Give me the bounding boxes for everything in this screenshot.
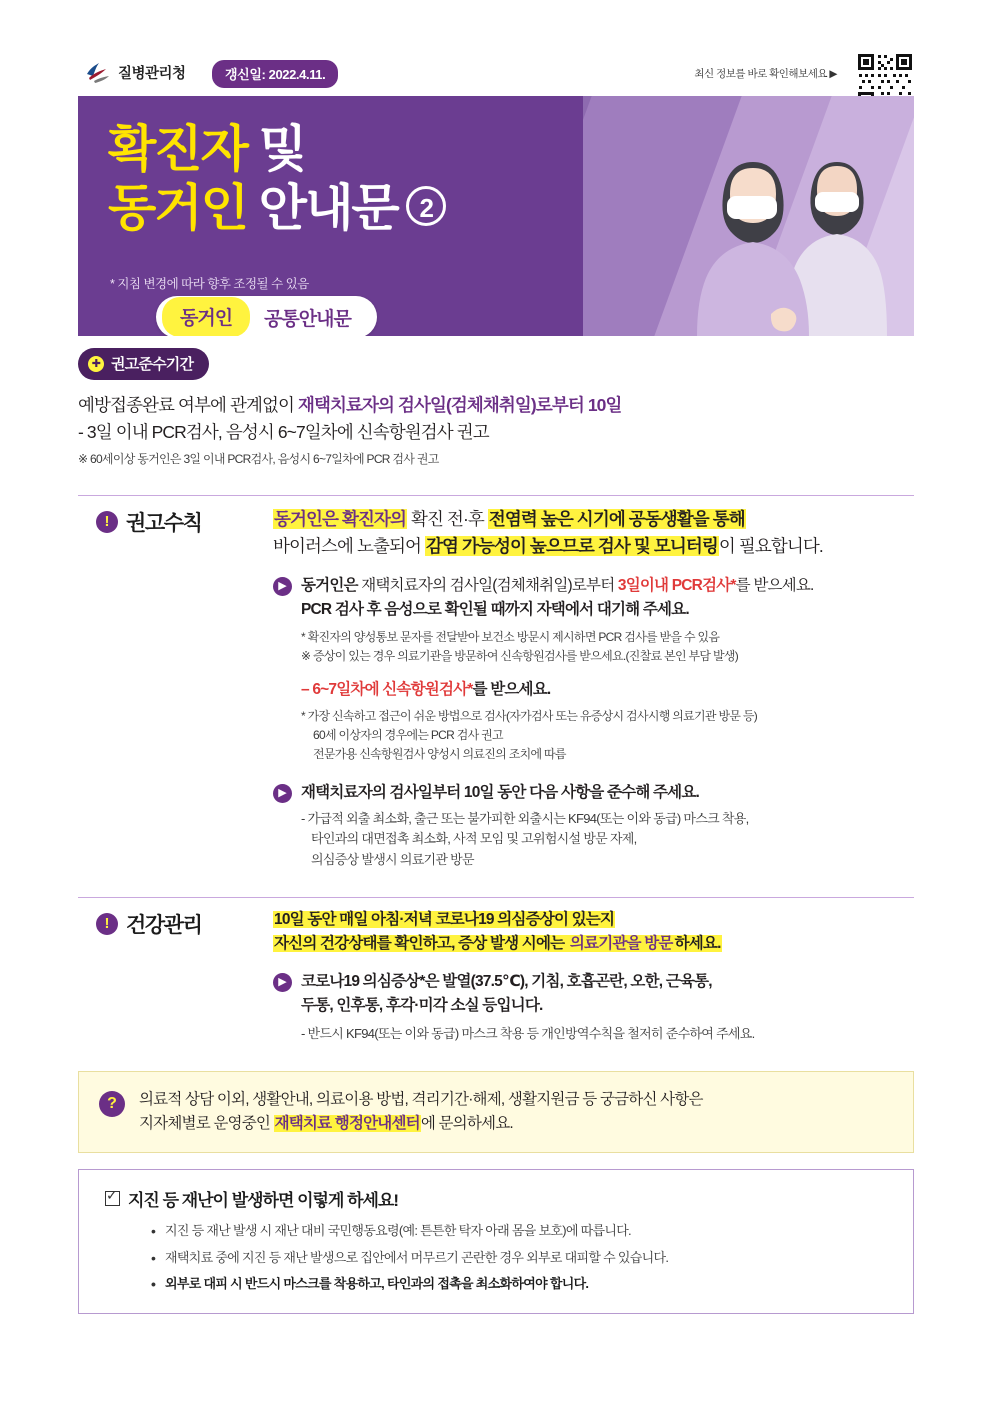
health-lead-1-text: 10일 동안 매일 아침·저녁 코로나19 의심증상이 있는지: [274, 910, 615, 928]
rules-lead-e: 감염 가능성이 높으므로 검사 및 모니터링: [425, 535, 718, 556]
disaster-title: [105, 1186, 891, 1211]
health-heading-label: 건강관리: [126, 913, 202, 937]
health-lead-2c: 하세요.: [674, 934, 721, 952]
arrow-right-icon: ▶: [273, 577, 292, 596]
period-pill-label: 권고준수기간: [111, 356, 194, 373]
arrow-right-icon: ▶: [273, 973, 292, 992]
period-line-3: ※ 60세이상 동거인은 3일 이내 PCR검사, 음성시 6~7일차에 PCR 검사 권고: [78, 452, 439, 467]
rules-lead-a: 동거인은 확진자의: [274, 509, 407, 530]
period-line1-emphasis: 재택치료자의 검사일(검체채취일)로부터 10일: [297, 395, 622, 415]
rules-item: [273, 574, 914, 666]
question-mark-icon: ?: [99, 1091, 125, 1117]
rules-item2-note-2: 60세 이상자의 경우에는 PCR 검사 권고: [313, 728, 503, 743]
rules-item2-main: [301, 678, 914, 702]
inquiry-box: [78, 1071, 914, 1153]
exclamation-icon: !: [96, 511, 118, 533]
health-item-line-2: 두통, 인후통, 후각·미각 소실 등입니다.: [301, 997, 543, 1014]
list-item: • 지진 등 재난 발생 시 재난 대비 국민행동요령(예: 튼튼한 탁자 아래 몸을 보호)에 따릅니다.: [151, 1221, 891, 1242]
health-body: [273, 898, 914, 1045]
update-date-badge: 갱신일: 2022.4.11.: [212, 60, 338, 88]
health-lead-2: [273, 932, 914, 956]
disaster-title-label: 지진 등 재난이 발생하면 이렇게 하세요!: [128, 1190, 399, 1210]
list-item: • 재택치료 중에 지진 등 재난 발생으로 집안에서 머무르기 곤란한 경우 외부로 대피할 수 있습니다.: [151, 1248, 891, 1269]
inquiry-line2-post: 에 문의하세요.: [420, 1114, 513, 1132]
hero-banner: [78, 96, 914, 336]
rules-item1-pre: 동거인은: [301, 576, 362, 594]
rules-item: [301, 678, 914, 765]
rules-section: [78, 495, 914, 871]
inquiry-line-1: 의료적 상담 이외, 생활안내, 의료이용 방법, 격리기간·해제, 생활지원금 등 궁금하신 사항은: [139, 1090, 703, 1108]
rules-item: [273, 781, 914, 871]
hero-title-line1-highlight: 확진자: [108, 121, 247, 177]
hero-title: [108, 120, 446, 238]
content-area: [78, 348, 914, 1314]
rules-body: [273, 496, 914, 871]
period-pill: [78, 348, 209, 380]
period-line1-pre: 예방접종완료 여부에 관계없이: [78, 395, 298, 415]
inquiry-line-2: [139, 1112, 703, 1136]
rules-item1-emphasis: 3일이내 PCR검사*: [617, 576, 736, 594]
rules-item1-note-2: ※ 증상이 있는 경우 의료기관을 방문하여 신속항원검사를 받으세요.(진찰료 본인 부담 발생): [301, 648, 739, 663]
health-item-note: - 반드시 KF94(또는 이와 동급) 마스크 착용 등 개인방역수칙을 철저히 준수하여 주세요.: [301, 1026, 755, 1042]
inquiry-center-name: 재택치료 행정안내센터: [274, 1114, 420, 1132]
rules-item2-emphasis: 6~7일차에 신속항원검사*: [312, 680, 473, 698]
rules-item1-main: [301, 574, 814, 598]
hero-badge-number: 2: [406, 186, 446, 226]
hero-note: * 지침 변경에 따라 향후 조정될 수 있음: [110, 277, 309, 291]
health-lead-2a: 자신의 건강상태를 확인하고, 증상 발생 시에는: [274, 934, 568, 952]
star-icon: ✚: [88, 356, 104, 372]
rules-item2-note-3: 전문가용 신속항원검사 양성시 의료진의 조치에 따름: [313, 747, 566, 762]
list-item: • 외부로 대피 시 반드시 마스크를 착용하고, 타인과의 접촉을 최소화하여야 합니다.: [151, 1274, 891, 1295]
health-lead-1: [273, 908, 914, 932]
health-item: [273, 970, 914, 1045]
people-illustration: [603, 130, 903, 336]
checkbox-icon: [105, 1191, 120, 1206]
inquiry-line2-pre: 지자체별로 운영중인: [139, 1114, 274, 1132]
period-line-1: [78, 392, 914, 419]
rules-item3-note-3: 의심증상 발생시 의료기관 방문: [311, 852, 474, 868]
rules-item2-note-1: * 가장 신속하고 접근이 쉬운 방법으로 검사(자가검사 또는 유증상시 검사시행 의료기관 방문 등): [301, 708, 758, 723]
rules-item3-note-1: - 가급적 외출 최소화, 출근 또는 불가피한 외출시는 KF94(또는 이와 동급) 마스크 착용,: [301, 810, 749, 826]
hero-title-line2-rest: 안내문: [246, 180, 398, 236]
rules-item2-post: 를 받으세요.: [472, 680, 551, 698]
rules-item1-sub: PCR 검사 후 음성으로 확인될 때까지 자택에서 대기해 주세요.: [301, 600, 689, 618]
agency-name: 질병관리청: [118, 66, 186, 82]
rules-item1-post: 를 받으세요.: [735, 576, 814, 594]
rules-item1-mid: 재택치료자의 검사일(검체채취일)로부터: [361, 576, 618, 594]
disaster-box: [78, 1169, 914, 1314]
rules-lead-d: 바이러스에 노출되어: [273, 535, 425, 556]
health-item-line-1: 코로나19 의심증상*은 발열(37.5℃), 기침, 호흡곤란, 오한, 근육통,: [301, 972, 712, 990]
audience-tags: [156, 296, 377, 336]
health-section: [78, 897, 914, 1045]
period-section: [78, 348, 914, 469]
rules-lead-f: 이 필요합니다.: [718, 535, 823, 556]
rules-item2-dash: –: [301, 680, 313, 698]
rules-heading-label: 권고수칙: [126, 512, 202, 536]
health-heading: [96, 909, 202, 939]
rules-lead-c: 전염력 높은 시기에 공동생활을 통해: [488, 509, 745, 530]
rules-item3-main: 재택치료자의 검사일부터 10일 동안 다음 사항을 준수해 주세요.: [301, 783, 700, 801]
rules-heading: [96, 507, 202, 537]
rules-item3-note-2: 타인과의 대면접촉 최소화, 사적 모임 및 고위험시설 방문 자제,: [311, 831, 637, 847]
period-line-2: - 3일 이내 PCR검사, 음성시 6~7일차에 신속항원검사 권고: [78, 421, 489, 442]
arrow-right-icon: ▶: [273, 784, 292, 803]
rules-item1-note-1: * 확진자의 양성통보 문자를 전달받아 보건소 방문시 제시하면 PCR 검사를 받을 수 있음: [301, 629, 720, 644]
rules-lead: [273, 506, 914, 559]
tag-primary: 동거인: [162, 297, 250, 336]
hero-title-line2-highlight: 동거인: [108, 180, 247, 236]
rules-lead-b: 확진 전·후: [407, 509, 488, 530]
qr-caption: 최신 정보를 바로 확인해보세요 ▶: [694, 68, 837, 80]
disaster-list: [111, 1221, 891, 1295]
health-lead-2b: 의료기관을 방문: [569, 934, 673, 952]
kdca-logo-icon: [84, 58, 112, 86]
hero-title-line1-rest: 및: [246, 121, 306, 177]
tag-secondary: 공통안내문: [264, 308, 351, 330]
exclamation-icon: !: [96, 913, 118, 935]
